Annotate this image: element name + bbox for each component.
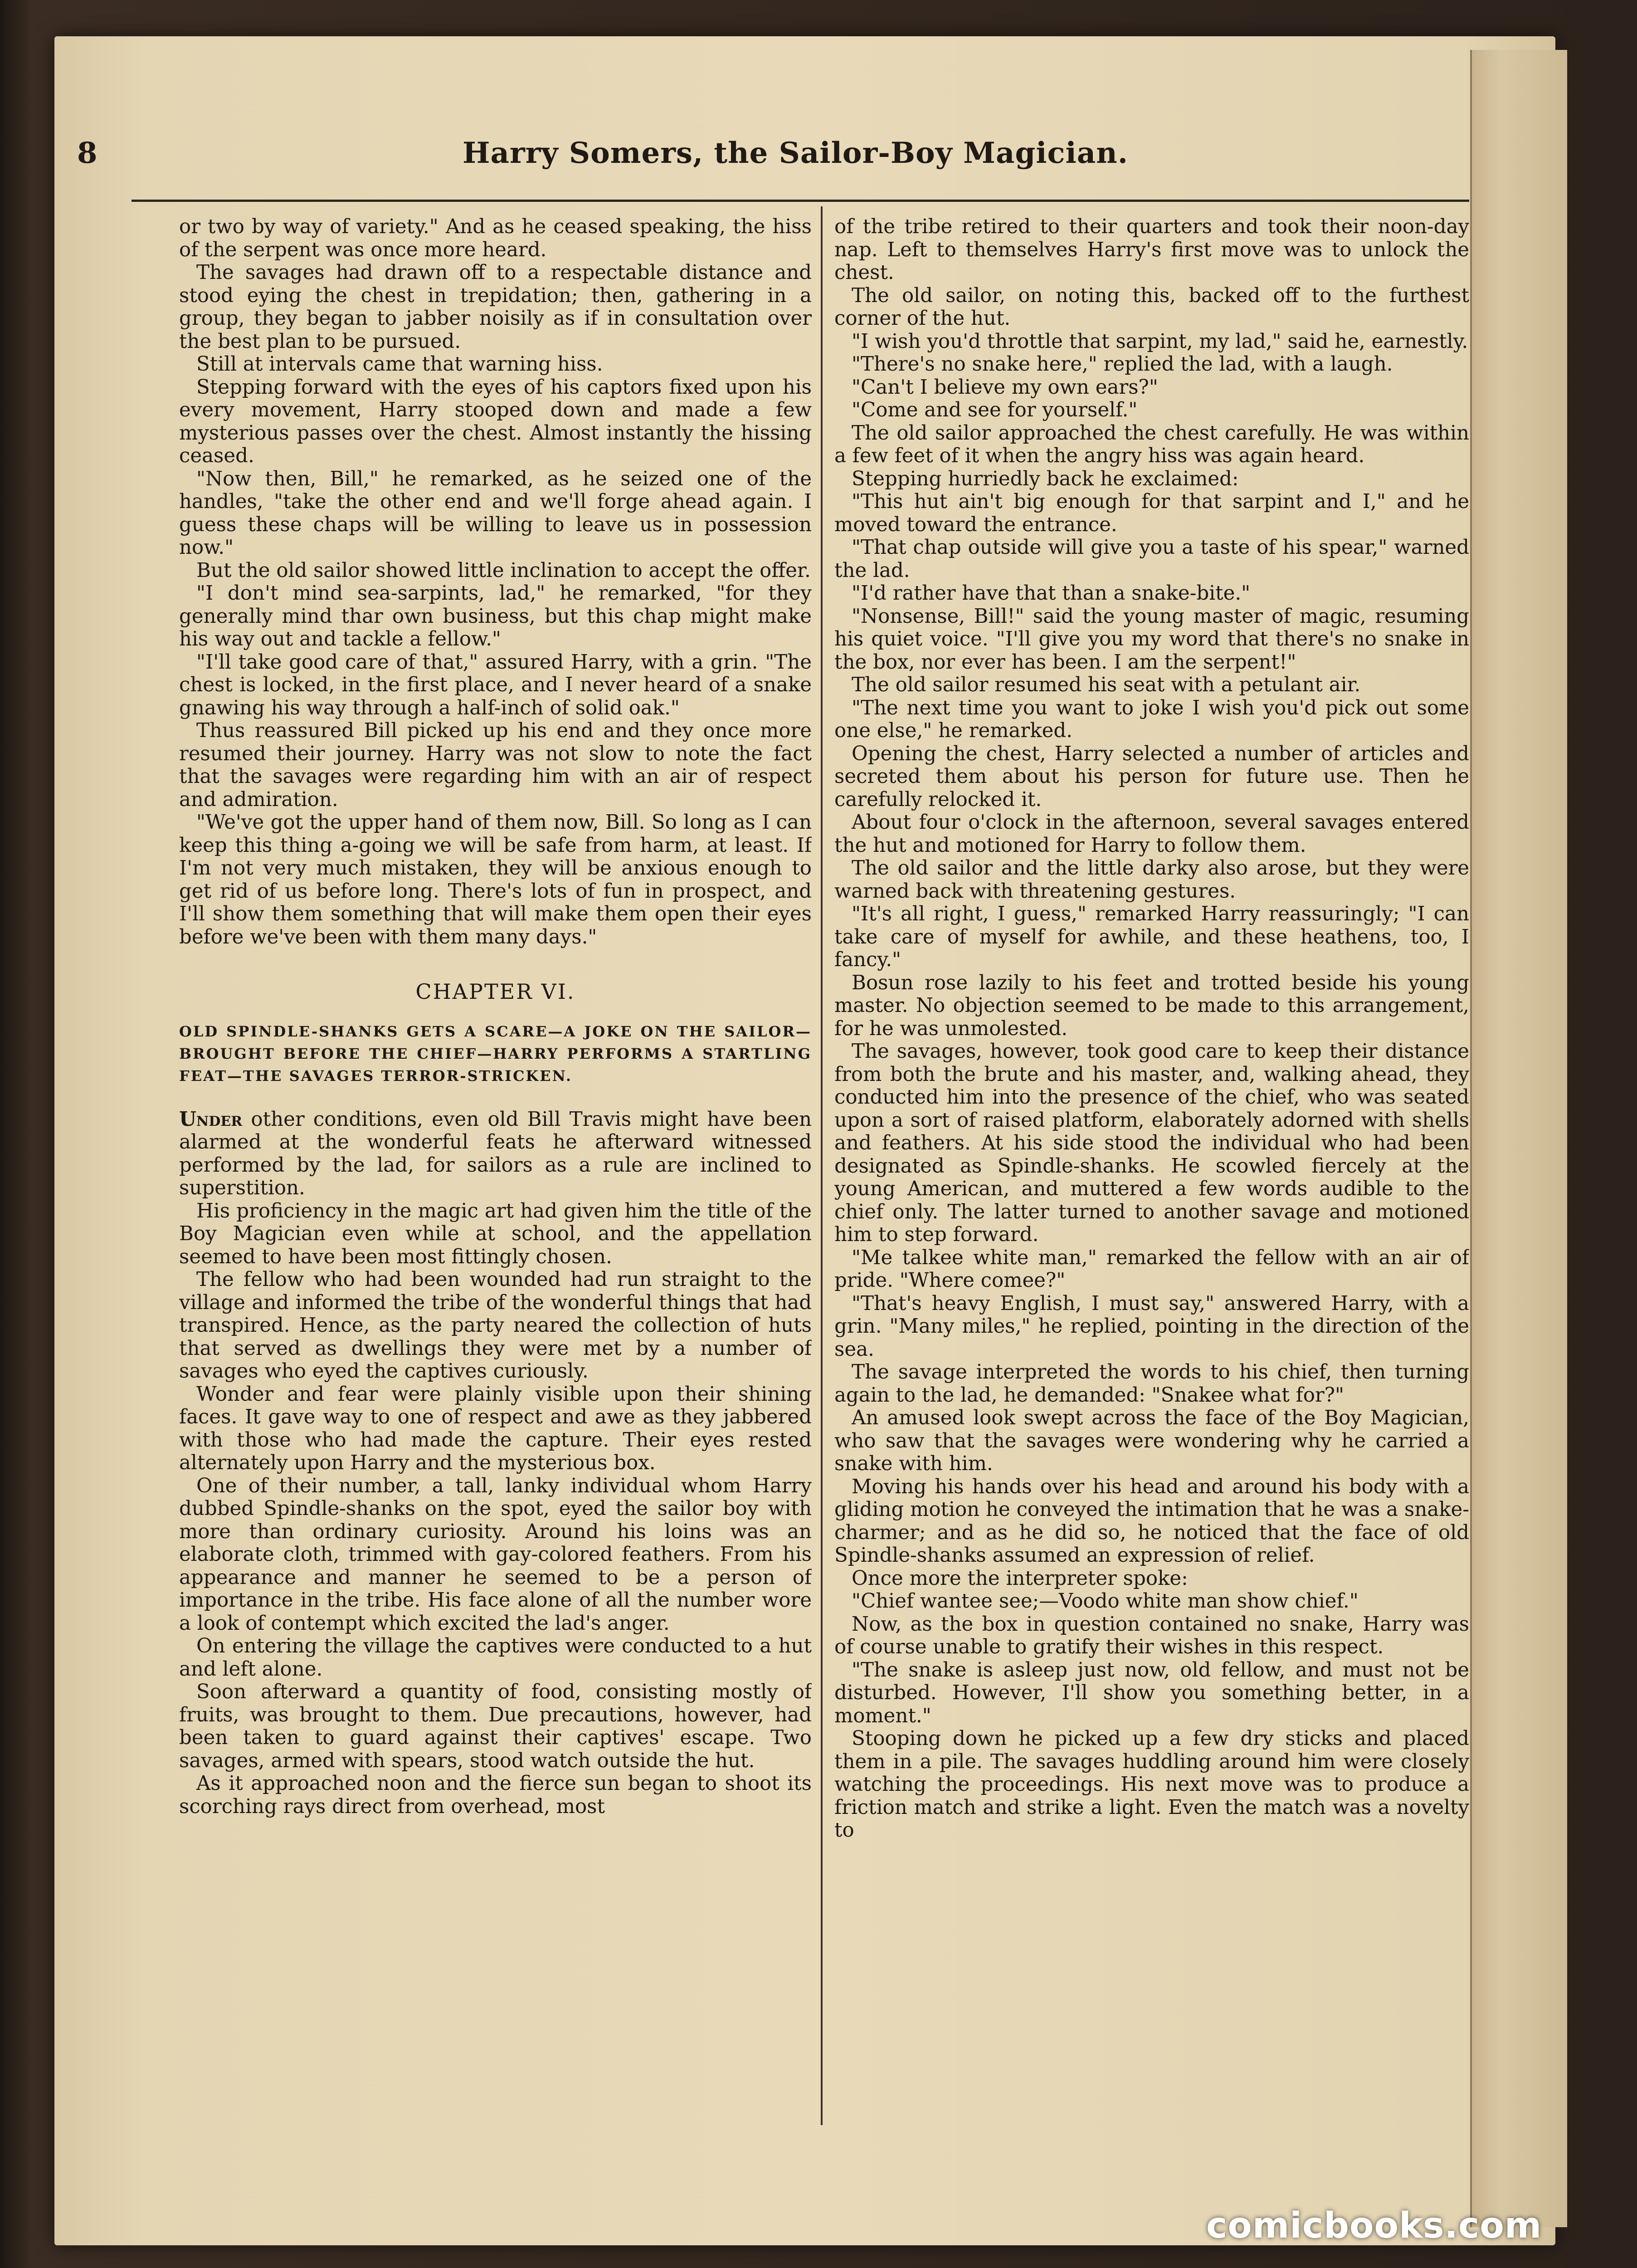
paragraph: "Chief wantee see;—Voodo white man show chief." bbox=[852, 1590, 1359, 1613]
chapter-opening-paragraph bbox=[179, 1108, 812, 1200]
paragraph: "I wish you'd throttle that sarpint, my lad," said he, earnestly. bbox=[852, 330, 1468, 353]
next-page-edge bbox=[1470, 50, 1567, 2227]
paragraph: The savage interpreted the words to his chief, then turning again to the lad, he demanded: "Snakee what for?" bbox=[834, 1361, 1469, 1407]
paragraph: "The snake is asleep just now, old fellow, and must not be disturbed. However, I'll show you something better, in a moment." bbox=[834, 1658, 1469, 1727]
paragraph: "Me talkee white man," remarked the fellow with an air of pride. "Where comee?" bbox=[834, 1246, 1469, 1292]
site-watermark: comicbooks.com bbox=[1206, 2205, 1542, 2246]
paragraph: "This hut ain't big enough for that sarpint and I," and he moved toward the entrance. bbox=[834, 490, 1469, 536]
paragraph: Bosun rose lazily to his feet and trotted beside his young master. No objection seemed to be made to this arrangement, for he was unmolested. bbox=[834, 971, 1469, 1040]
column-divider bbox=[821, 206, 823, 2125]
paragraph: Stooping down he picked up a few dry sticks and placed them in a pile. The savages huddling around him were closely watching the proceedings. His next move was to produce a friction match and strike a light. Even the match was a novelty to bbox=[834, 1727, 1469, 1842]
paragraph: As it approached noon and the fierce sun began to shoot its scorching rays direct from overhead, most bbox=[179, 1772, 812, 1818]
paragraph: "Come and see for yourself." bbox=[852, 399, 1138, 421]
paragraph: "I'd rather have that than a snake-bite." bbox=[852, 582, 1251, 605]
paragraph: Now, as the box in question contained no snake, Harry was of course unable to gratify their wishes in this respect. bbox=[834, 1613, 1469, 1658]
page-number: 8 bbox=[77, 136, 97, 170]
paragraph: Stepping forward with the eyes of his captors fixed upon his every movement, Harry stooped down and made a few mysterious passes over the chest. Almost instantly the hissing ceased. bbox=[179, 376, 812, 467]
paragraph: His proficiency in the magic art had given him the title of the Boy Magician even while at school, and the appellation seemed to have been most fittingly chosen. bbox=[179, 1199, 812, 1268]
paragraph: "I don't mind sea-sarpints, lad," he remarked, "for they generally mind thar own business, but this chap might make his way out and tackle a fellow." bbox=[179, 582, 812, 650]
chapter-summary: OLD SPINDLE-SHANKS GETS A SCARE—A JOKE ON THE SAILOR—BROUGHT BEFORE THE CHIEF—HARRY PERFORMS A STARTLING FEAT—THE SAVAGES TERROR-STRICKEN. bbox=[179, 1022, 812, 1085]
paragraph: Opening the chest, Harry selected a number of articles and secreted them about his person for future use. Then he carefully relocked it. bbox=[834, 742, 1469, 811]
paragraph: Thus reassured Bill picked up his end and they once more resumed their journey. Harry was not slow to note the fact that the savages were regarding him with an air of respect and admiration. bbox=[179, 719, 812, 811]
paragraph: "Now then, Bill," he remarked, as he seized one of the handles, "take the other end and we'll forge ahead again. I guess these chaps will be willing to leave us in possession now." bbox=[179, 467, 812, 559]
paragraph: But the old sailor showed little inclination to accept the offer. bbox=[196, 559, 811, 582]
paragraph-text: other conditions, even old Bill Travis might have been alarmed at the wonderful feats he afterward witnessed performed by the lad, for sailors as a rule are inclined to superstition. bbox=[179, 1108, 812, 1199]
paragraph: Once more the interpreter spoke: bbox=[852, 1567, 1188, 1590]
paragraph: Moving his hands over his head and around his body with a gliding motion he conveyed the intimation that he was a snake-charmer; and as he did so, he noticed that the face of old Spindle-shanks assumed an expression of relief. bbox=[834, 1475, 1469, 1567]
chapter-heading: CHAPTER VI. bbox=[415, 979, 575, 1004]
paragraph: Still at intervals came that warning hiss. bbox=[196, 353, 603, 376]
paragraph: "It's all right, I guess," remarked Harry reassuringly; "I can take care of myself for awhile, and these heathens, too, I fancy." bbox=[834, 903, 1469, 971]
paragraph: "The next time you want to joke I wish you'd pick out some one else," he remarked. bbox=[834, 696, 1469, 742]
paragraph: The fellow who had been wounded had run straight to the village and informed the tribe of the wonderful things that had transpired. Hence, as the party neared the collection of huts that served as dwellings they were met by a number of savages who eyed the captives curiously. bbox=[179, 1268, 812, 1383]
paragraph: The savages, however, took good care to keep their distance from both the brute and his master, and, walking ahead, they conducted him into the presence of the chief, who was seated upon a sort of raised platform, elaborately adorned with shells and feathers. At his side stood the individual who had been designated as Spindle-shanks. He scowled fiercely at the young American, and muttered a few words audible to the chief only. The latter turned to another savage and motioned him to step forward. bbox=[834, 1040, 1469, 1246]
header-rule bbox=[132, 200, 1469, 202]
paragraph: Wonder and fear were plainly visible upon their shining faces. It gave way to one of respect and awe as they jabbered with those who had made the capture. Their eyes rested alternately upon Harry and the mysterious box. bbox=[179, 1383, 812, 1474]
paragraph: The old sailor approached the chest carefully. He was within a few feet of it when the angry hiss was again heard. bbox=[834, 421, 1469, 467]
paragraph: About four o'clock in the afternoon, several savages entered the hut and motioned for Harry to follow them. bbox=[834, 811, 1469, 857]
paragraph: The savages had drawn off to a respectable distance and stood eying the chest in trepidation; then, gathering in a group, they began to jabber noisily as if in consultation over the best plan to be pursued. bbox=[179, 261, 812, 353]
paragraph: Soon afterward a quantity of food, consisting mostly of fruits, was brought to them. Due precautions, however, had been taken to guard against their captives' escape. Two savages, armed with spears, stood watch outside the hut. bbox=[179, 1681, 812, 1772]
paragraph: Stepping hurriedly back he exclaimed: bbox=[852, 467, 1239, 490]
paragraph: "That's heavy English, I must say," answered Harry, with a grin. "Many miles," he replied, pointing in the direction of the sea. bbox=[834, 1292, 1469, 1361]
paragraph: "That chap outside will give you a taste of his spear," warned the lad. bbox=[834, 536, 1469, 582]
paragraph: "There's no snake here," replied the lad, with a laugh. bbox=[852, 353, 1393, 376]
paragraph: On entering the village the captives were conducted to a hut and left alone. bbox=[179, 1635, 812, 1681]
paragraph: The old sailor and the little darky also arose, but they were warned back with threatening gestures. bbox=[834, 857, 1469, 903]
paragraph: "Can't I believe my own ears?" bbox=[852, 376, 1158, 399]
paragraph: The old sailor, on noting this, backed off to the furthest corner of the hut. bbox=[834, 284, 1469, 330]
paragraph: An amused look swept across the face of the Boy Magician, who saw that the savages were wondering why he carried a snake with him. bbox=[834, 1407, 1469, 1475]
paragraph: or two by way of variety." And as he ceased speaking, the hiss of the serpent was once more heard. bbox=[179, 215, 812, 261]
paragraph: "Nonsense, Bill!" said the young master of magic, resuming his quiet voice. "I'll give you my word that there's no snake in the box, nor ever has been. I am the serpent!" bbox=[834, 605, 1469, 674]
paragraph: The old sailor resumed his seat with a petulant air. bbox=[852, 674, 1361, 696]
paragraph: "I'll take good care of that," assured Harry, with a grin. "The chest is locked, in the first place, and I never heard of a snake gnawing his way through a half-inch of solid oak." bbox=[179, 650, 812, 719]
paragraph: of the tribe retired to their quarters and took their noon-day nap. Left to themselves Harry's first move was to unlock the chest. bbox=[834, 215, 1469, 284]
right-column bbox=[834, 215, 1469, 2121]
left-column bbox=[179, 215, 812, 2121]
paragraph: One of their number, a tall, lanky individual whom Harry dubbed Spindle-shanks on the spot, eyed the sailor boy with more than ordinary curiosity. Around his loins was an elaborate cloth, trimmed with gay-colored feathers. From his appearance and manner he seemed to be a person of importance in the tribe. His face alone of all the number wore a look of contempt which excited the lad's anger. bbox=[179, 1474, 812, 1635]
running-title: Harry Somers, the Sailor-Boy Magician. bbox=[463, 136, 1129, 170]
drop-word: Under bbox=[179, 1107, 243, 1131]
paragraph: "We've got the upper hand of them now, Bill. So long as I can keep this thing a-going we will be safe from harm, at least. If I'm not very much mistaken, they will be anxious enough to get rid of us before long. There's lots of fun in prospect, and I'll show them something that will make them open their eyes before we've been with them many days." bbox=[179, 811, 812, 948]
